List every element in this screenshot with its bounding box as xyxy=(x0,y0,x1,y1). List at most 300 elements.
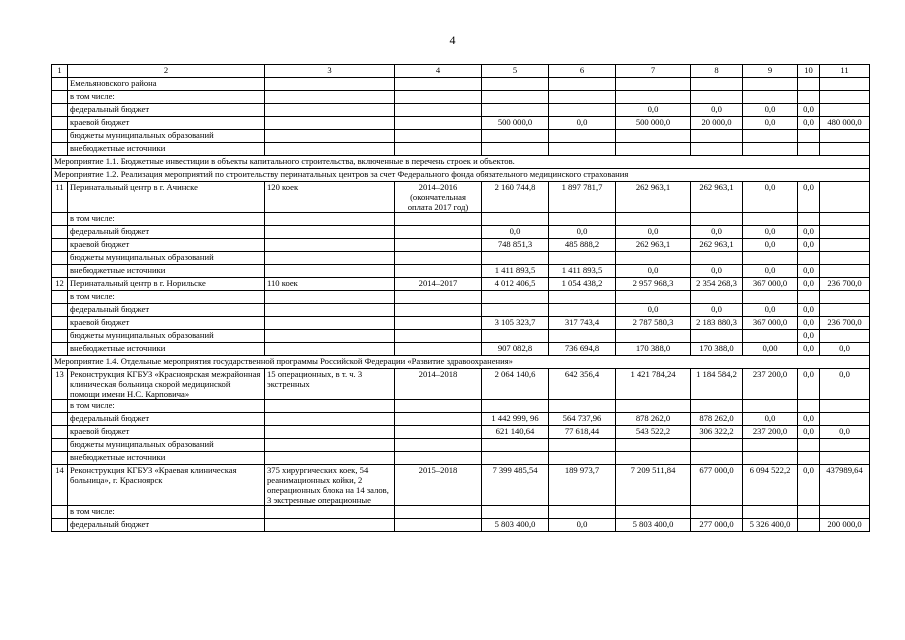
table-cell xyxy=(482,143,549,156)
table-cell xyxy=(395,330,482,343)
table-cell xyxy=(820,182,870,213)
table-cell xyxy=(820,400,870,413)
table-cell xyxy=(743,506,798,519)
table-cell xyxy=(482,291,549,304)
table-row xyxy=(52,343,870,356)
table-cell: 677 000,0 xyxy=(691,465,743,506)
page-number: 4 xyxy=(449,33,456,47)
table-cell: Перинатальный центр в г. Норильске xyxy=(68,278,265,291)
table-row xyxy=(52,213,870,226)
table-cell xyxy=(616,143,691,156)
table-cell: 6 094 522,2 xyxy=(743,465,798,506)
table-cell xyxy=(820,439,870,452)
table-cell: 0,0 xyxy=(798,226,820,239)
table-cell: 480 000,0 xyxy=(820,117,870,130)
table-cell: краевой бюджет xyxy=(68,117,265,130)
table-cell xyxy=(820,265,870,278)
table-cell: внебюджетные источники xyxy=(68,143,265,156)
table-cell xyxy=(743,130,798,143)
table-cell xyxy=(549,78,616,91)
table-cell: 0,0 xyxy=(798,317,820,330)
table-cell: 0,0 xyxy=(743,117,798,130)
table-cell xyxy=(52,252,68,265)
table-cell: 0,0 xyxy=(798,369,820,400)
table-cell: 0,0 xyxy=(549,117,616,130)
table-row xyxy=(52,317,870,330)
table-cell: 3 105 323,7 xyxy=(482,317,549,330)
table-cell xyxy=(616,400,691,413)
table-cell xyxy=(549,104,616,117)
table-cell: 1 411 893,5 xyxy=(549,265,616,278)
table-cell xyxy=(549,91,616,104)
table-row xyxy=(52,439,870,452)
table-cell xyxy=(616,213,691,226)
table-cell xyxy=(820,304,870,317)
table-cell: 262 963,1 xyxy=(691,182,743,213)
table-cell: 7 399 485,54 xyxy=(482,465,549,506)
table-cell xyxy=(549,400,616,413)
header-cell: 5 xyxy=(482,65,549,78)
table-cell: 0,0 xyxy=(798,104,820,117)
table-cell: Емельяновского района xyxy=(68,78,265,91)
table-cell: 0,0 xyxy=(616,304,691,317)
table-cell xyxy=(52,143,68,156)
table-cell xyxy=(820,252,870,265)
table-cell xyxy=(549,213,616,226)
table-cell: 13 xyxy=(52,369,68,400)
table-cell: 2014–2016 (окончательная оплата 2017 год) xyxy=(395,182,482,213)
table-cell: в том числе: xyxy=(68,91,265,104)
table-cell: 367 000,0 xyxy=(743,278,798,291)
table-cell xyxy=(691,213,743,226)
table-cell: 2015–2018 xyxy=(395,465,482,506)
table-cell xyxy=(52,343,68,356)
table-cell: 110 коек xyxy=(265,278,395,291)
table-cell xyxy=(820,130,870,143)
table-cell: 236 700,0 xyxy=(820,317,870,330)
table-cell: Реконструкция КГБУЗ «Красноярская межрайонная клиническая больница скорой медицинской помощи имени Н.С. Карповича» xyxy=(68,369,265,400)
table-cell: 0,0 xyxy=(482,226,549,239)
table-cell xyxy=(798,252,820,265)
table-cell: 0,0 xyxy=(743,413,798,426)
table-cell: 543 522,2 xyxy=(616,426,691,439)
table-cell xyxy=(743,330,798,343)
table-cell: 200 000,0 xyxy=(820,519,870,532)
table-row xyxy=(52,182,870,213)
table-cell xyxy=(691,78,743,91)
table-cell: 500 000,0 xyxy=(616,117,691,130)
table-cell: 0,0 xyxy=(798,304,820,317)
table-cell xyxy=(482,130,549,143)
table-cell xyxy=(395,519,482,532)
section-heading-row xyxy=(52,169,870,182)
table-cell xyxy=(395,117,482,130)
table-cell xyxy=(798,91,820,104)
table-cell: 0,0 xyxy=(820,426,870,439)
table-cell xyxy=(549,304,616,317)
table-cell: 0,0 xyxy=(798,465,820,506)
table-cell: 262 963,1 xyxy=(616,239,691,252)
table-cell xyxy=(798,143,820,156)
table-cell xyxy=(265,291,395,304)
table-cell xyxy=(691,291,743,304)
table-cell: 736 694,8 xyxy=(549,343,616,356)
table-cell xyxy=(549,143,616,156)
table-cell xyxy=(820,143,870,156)
table-cell xyxy=(743,452,798,465)
table-cell xyxy=(820,506,870,519)
table-cell xyxy=(549,291,616,304)
table-cell xyxy=(743,78,798,91)
table-cell xyxy=(820,226,870,239)
header-cell: 7 xyxy=(616,65,691,78)
table-cell xyxy=(798,452,820,465)
table-cell: 0,00 xyxy=(743,343,798,356)
table-cell xyxy=(482,506,549,519)
table-cell xyxy=(616,130,691,143)
table-cell: 0,0 xyxy=(743,104,798,117)
table-cell xyxy=(395,413,482,426)
table-cell: 2 160 744,8 xyxy=(482,182,549,213)
table-cell: 11 xyxy=(52,182,68,213)
table-cell: 878 262,0 xyxy=(691,413,743,426)
table-row xyxy=(52,426,870,439)
table-cell xyxy=(52,506,68,519)
table-cell xyxy=(52,439,68,452)
section-heading: Мероприятие 1.2. Реализация мероприятий по строительству перинатальных центров за счет Федерального фонда обязательного медицинского страхования xyxy=(52,169,870,182)
header-row xyxy=(52,65,870,78)
table-row xyxy=(52,226,870,239)
table-cell: внебюджетные источники xyxy=(68,343,265,356)
table-cell xyxy=(549,452,616,465)
table-row xyxy=(52,519,870,532)
table-cell: Реконструкция КГБУЗ «Краевая клиническая больница», г. Красноярск xyxy=(68,465,265,506)
table-cell xyxy=(482,213,549,226)
table-cell xyxy=(482,400,549,413)
table-row xyxy=(52,252,870,265)
table-cell xyxy=(743,439,798,452)
table-cell: 237 200,0 xyxy=(743,369,798,400)
budget-table xyxy=(51,64,870,532)
table-cell: Перинатальный центр в г. Ачинске xyxy=(68,182,265,213)
header-cell: 2 xyxy=(68,65,265,78)
table-cell: 0,0 xyxy=(743,265,798,278)
table-cell xyxy=(482,330,549,343)
header-cell: 1 xyxy=(52,65,68,78)
table-cell: 7 209 511,84 xyxy=(616,465,691,506)
table-cell xyxy=(820,452,870,465)
table-cell xyxy=(743,291,798,304)
table-cell: 237 200,0 xyxy=(743,426,798,439)
table-cell: 1 411 893,5 xyxy=(482,265,549,278)
table-cell xyxy=(265,506,395,519)
header-cell: 3 xyxy=(265,65,395,78)
table-cell xyxy=(616,506,691,519)
table-cell xyxy=(616,291,691,304)
table-cell xyxy=(265,104,395,117)
table-cell xyxy=(482,91,549,104)
table-cell xyxy=(616,78,691,91)
header-cell: 6 xyxy=(549,65,616,78)
table-cell xyxy=(395,252,482,265)
table-cell: 0,0 xyxy=(691,226,743,239)
table-cell xyxy=(395,506,482,519)
table-cell xyxy=(482,439,549,452)
table-cell: 2 957 968,3 xyxy=(616,278,691,291)
table-cell: 4 012 406,5 xyxy=(482,278,549,291)
table-cell xyxy=(482,304,549,317)
table-cell xyxy=(395,317,482,330)
table-row xyxy=(52,369,870,400)
table-cell xyxy=(265,130,395,143)
table-cell: 485 888,2 xyxy=(549,239,616,252)
table-cell: 0,0 xyxy=(798,117,820,130)
header-cell: 4 xyxy=(395,65,482,78)
table-row xyxy=(52,400,870,413)
table-cell xyxy=(395,130,482,143)
table-cell xyxy=(52,317,68,330)
table-cell xyxy=(691,400,743,413)
table-cell xyxy=(52,452,68,465)
table-cell: бюджеты муниципальных образований xyxy=(68,252,265,265)
table-cell: 2014–2017 xyxy=(395,278,482,291)
table-cell xyxy=(798,130,820,143)
table-cell xyxy=(265,426,395,439)
table-row xyxy=(52,143,870,156)
table-cell xyxy=(265,239,395,252)
table-cell: 0,0 xyxy=(743,182,798,213)
table-cell: 120 коек xyxy=(265,182,395,213)
table-cell: 907 082,8 xyxy=(482,343,549,356)
table-cell xyxy=(549,330,616,343)
table-cell xyxy=(52,400,68,413)
table-cell: в том числе: xyxy=(68,213,265,226)
table-cell: 0,0 xyxy=(798,239,820,252)
table-row xyxy=(52,130,870,143)
table-cell: 0,0 xyxy=(743,304,798,317)
table-cell: 1 897 781,7 xyxy=(549,182,616,213)
header-cell: 9 xyxy=(743,65,798,78)
section-heading: Мероприятие 1.1. Бюджетные инвестиции в объекты капитального строительства, включенные в перечень строек и объектов. xyxy=(52,156,870,169)
table-cell: 0,0 xyxy=(798,330,820,343)
table-row xyxy=(52,91,870,104)
section-heading-row xyxy=(52,156,870,169)
table-cell: в том числе: xyxy=(68,400,265,413)
table-cell: 5 326 400,0 xyxy=(743,519,798,532)
table-cell: краевой бюджет xyxy=(68,426,265,439)
table-cell xyxy=(820,330,870,343)
table-cell: федеральный бюджет xyxy=(68,104,265,117)
table-cell: 2014–2018 xyxy=(395,369,482,400)
table-cell xyxy=(395,265,482,278)
table-cell: 170 388,0 xyxy=(691,343,743,356)
table-cell xyxy=(265,343,395,356)
table-cell: 0,0 xyxy=(616,226,691,239)
table-cell xyxy=(265,400,395,413)
table-cell: бюджеты муниципальных образований xyxy=(68,330,265,343)
table-row xyxy=(52,506,870,519)
table-row xyxy=(52,117,870,130)
table-cell: 2 064 140,6 xyxy=(482,369,549,400)
table-cell: 77 618,44 xyxy=(549,426,616,439)
table-cell: 1 442 999, 96 xyxy=(482,413,549,426)
table-cell: 15 операционных, в т. ч. 3 экстренных xyxy=(265,369,395,400)
table-cell: 1 184 584,2 xyxy=(691,369,743,400)
table-cell: 0,0 xyxy=(691,104,743,117)
table-cell: 170 388,0 xyxy=(616,343,691,356)
table-cell xyxy=(743,91,798,104)
table-cell: краевой бюджет xyxy=(68,317,265,330)
table-cell: внебюджетные источники xyxy=(68,452,265,465)
table-cell: 0,0 xyxy=(798,265,820,278)
table-cell xyxy=(743,252,798,265)
table-cell xyxy=(52,265,68,278)
table-row xyxy=(52,452,870,465)
table-cell: 375 хирургических коек, 54 реанимационных койки, 2 операционных блока на 14 залов, 3 экстренные операционные xyxy=(265,465,395,506)
table-cell: федеральный бюджет xyxy=(68,413,265,426)
table-cell xyxy=(52,304,68,317)
table-cell xyxy=(265,213,395,226)
table-row xyxy=(52,278,870,291)
table-cell xyxy=(395,426,482,439)
table-cell xyxy=(820,78,870,91)
table-cell: внебюджетные источники xyxy=(68,265,265,278)
table-cell xyxy=(265,117,395,130)
table-cell xyxy=(820,104,870,117)
table-cell: 0,0 xyxy=(798,343,820,356)
table-row xyxy=(52,265,870,278)
table-cell xyxy=(265,304,395,317)
table-cell xyxy=(691,130,743,143)
table-cell xyxy=(691,439,743,452)
table-cell xyxy=(691,252,743,265)
table-cell xyxy=(820,291,870,304)
table-cell: 5 803 400,0 xyxy=(482,519,549,532)
table-cell: 0,0 xyxy=(798,278,820,291)
table-cell xyxy=(265,91,395,104)
table-cell xyxy=(691,91,743,104)
table-cell: 14 xyxy=(52,465,68,506)
table-cell xyxy=(743,143,798,156)
table-cell: 5 803 400,0 xyxy=(616,519,691,532)
table-cell xyxy=(549,506,616,519)
table-cell xyxy=(265,143,395,156)
table-cell: федеральный бюджет xyxy=(68,304,265,317)
table-cell xyxy=(265,265,395,278)
table-cell xyxy=(52,239,68,252)
table-cell xyxy=(798,291,820,304)
table-cell xyxy=(616,330,691,343)
header-cell: 11 xyxy=(820,65,870,78)
table-cell: 0,0 xyxy=(798,413,820,426)
table-cell xyxy=(52,117,68,130)
table-cell: 0,0 xyxy=(743,239,798,252)
table-cell xyxy=(616,452,691,465)
table-cell: краевой бюджет xyxy=(68,239,265,252)
table-cell: 748 851,3 xyxy=(482,239,549,252)
table-cell xyxy=(691,506,743,519)
table-cell: 564 737,96 xyxy=(549,413,616,426)
table-cell xyxy=(798,506,820,519)
table-cell xyxy=(52,91,68,104)
table-cell xyxy=(820,213,870,226)
table-cell: 0,0 xyxy=(691,304,743,317)
table-cell xyxy=(798,519,820,532)
table-cell xyxy=(820,91,870,104)
table-cell xyxy=(395,452,482,465)
table-cell xyxy=(798,78,820,91)
table-cell xyxy=(395,213,482,226)
table-cell xyxy=(482,104,549,117)
table-cell xyxy=(265,226,395,239)
table-cell: 437989,64 xyxy=(820,465,870,506)
table-cell xyxy=(52,130,68,143)
table-cell xyxy=(616,252,691,265)
table-cell: 621 140,64 xyxy=(482,426,549,439)
table-cell xyxy=(820,413,870,426)
table-cell xyxy=(798,439,820,452)
table-cell: 189 973,7 xyxy=(549,465,616,506)
table-cell xyxy=(52,330,68,343)
table-cell xyxy=(482,78,549,91)
table-cell: 317 743,4 xyxy=(549,317,616,330)
table-row xyxy=(52,239,870,252)
table-cell: 0,0 xyxy=(549,226,616,239)
table-cell: 0,0 xyxy=(743,226,798,239)
table-cell: 0,0 xyxy=(820,343,870,356)
section-heading: Мероприятие 1.4. Отдельные мероприятия государственной программы Российской Федерации «Развитие здравоохранения» xyxy=(52,356,870,369)
table-cell: 306 322,2 xyxy=(691,426,743,439)
header-cell: 10 xyxy=(798,65,820,78)
table-cell: бюджеты муниципальных образований xyxy=(68,439,265,452)
table-cell: бюджеты муниципальных образований xyxy=(68,130,265,143)
section-heading-row xyxy=(52,356,870,369)
table-cell: 2 183 880,3 xyxy=(691,317,743,330)
table-row xyxy=(52,78,870,91)
table-cell xyxy=(265,78,395,91)
table-cell xyxy=(395,104,482,117)
table-cell: 262 963,1 xyxy=(691,239,743,252)
table-cell: 2 787 580,3 xyxy=(616,317,691,330)
table-cell xyxy=(395,91,482,104)
table-cell xyxy=(549,439,616,452)
table-cell xyxy=(798,213,820,226)
table-cell: 0,0 xyxy=(616,265,691,278)
table-cell: 236 700,0 xyxy=(820,278,870,291)
table-cell: 20 000,0 xyxy=(691,117,743,130)
table-row xyxy=(52,104,870,117)
table-cell xyxy=(743,213,798,226)
table-cell: 1 421 784,24 xyxy=(616,369,691,400)
table-cell xyxy=(616,439,691,452)
table-cell: 0,0 xyxy=(798,182,820,213)
table-cell xyxy=(395,291,482,304)
table-cell xyxy=(691,330,743,343)
table-cell xyxy=(691,143,743,156)
table-row xyxy=(52,413,870,426)
table-cell xyxy=(798,400,820,413)
table-cell: в том числе: xyxy=(68,291,265,304)
table-cell xyxy=(52,426,68,439)
table-cell xyxy=(265,452,395,465)
table-cell: 0,0 xyxy=(820,369,870,400)
table-cell xyxy=(52,104,68,117)
table-cell: 0,0 xyxy=(616,104,691,117)
table-cell: 277 000,0 xyxy=(691,519,743,532)
table-cell xyxy=(482,452,549,465)
table-cell xyxy=(265,519,395,532)
table-cell: 500 000,0 xyxy=(482,117,549,130)
